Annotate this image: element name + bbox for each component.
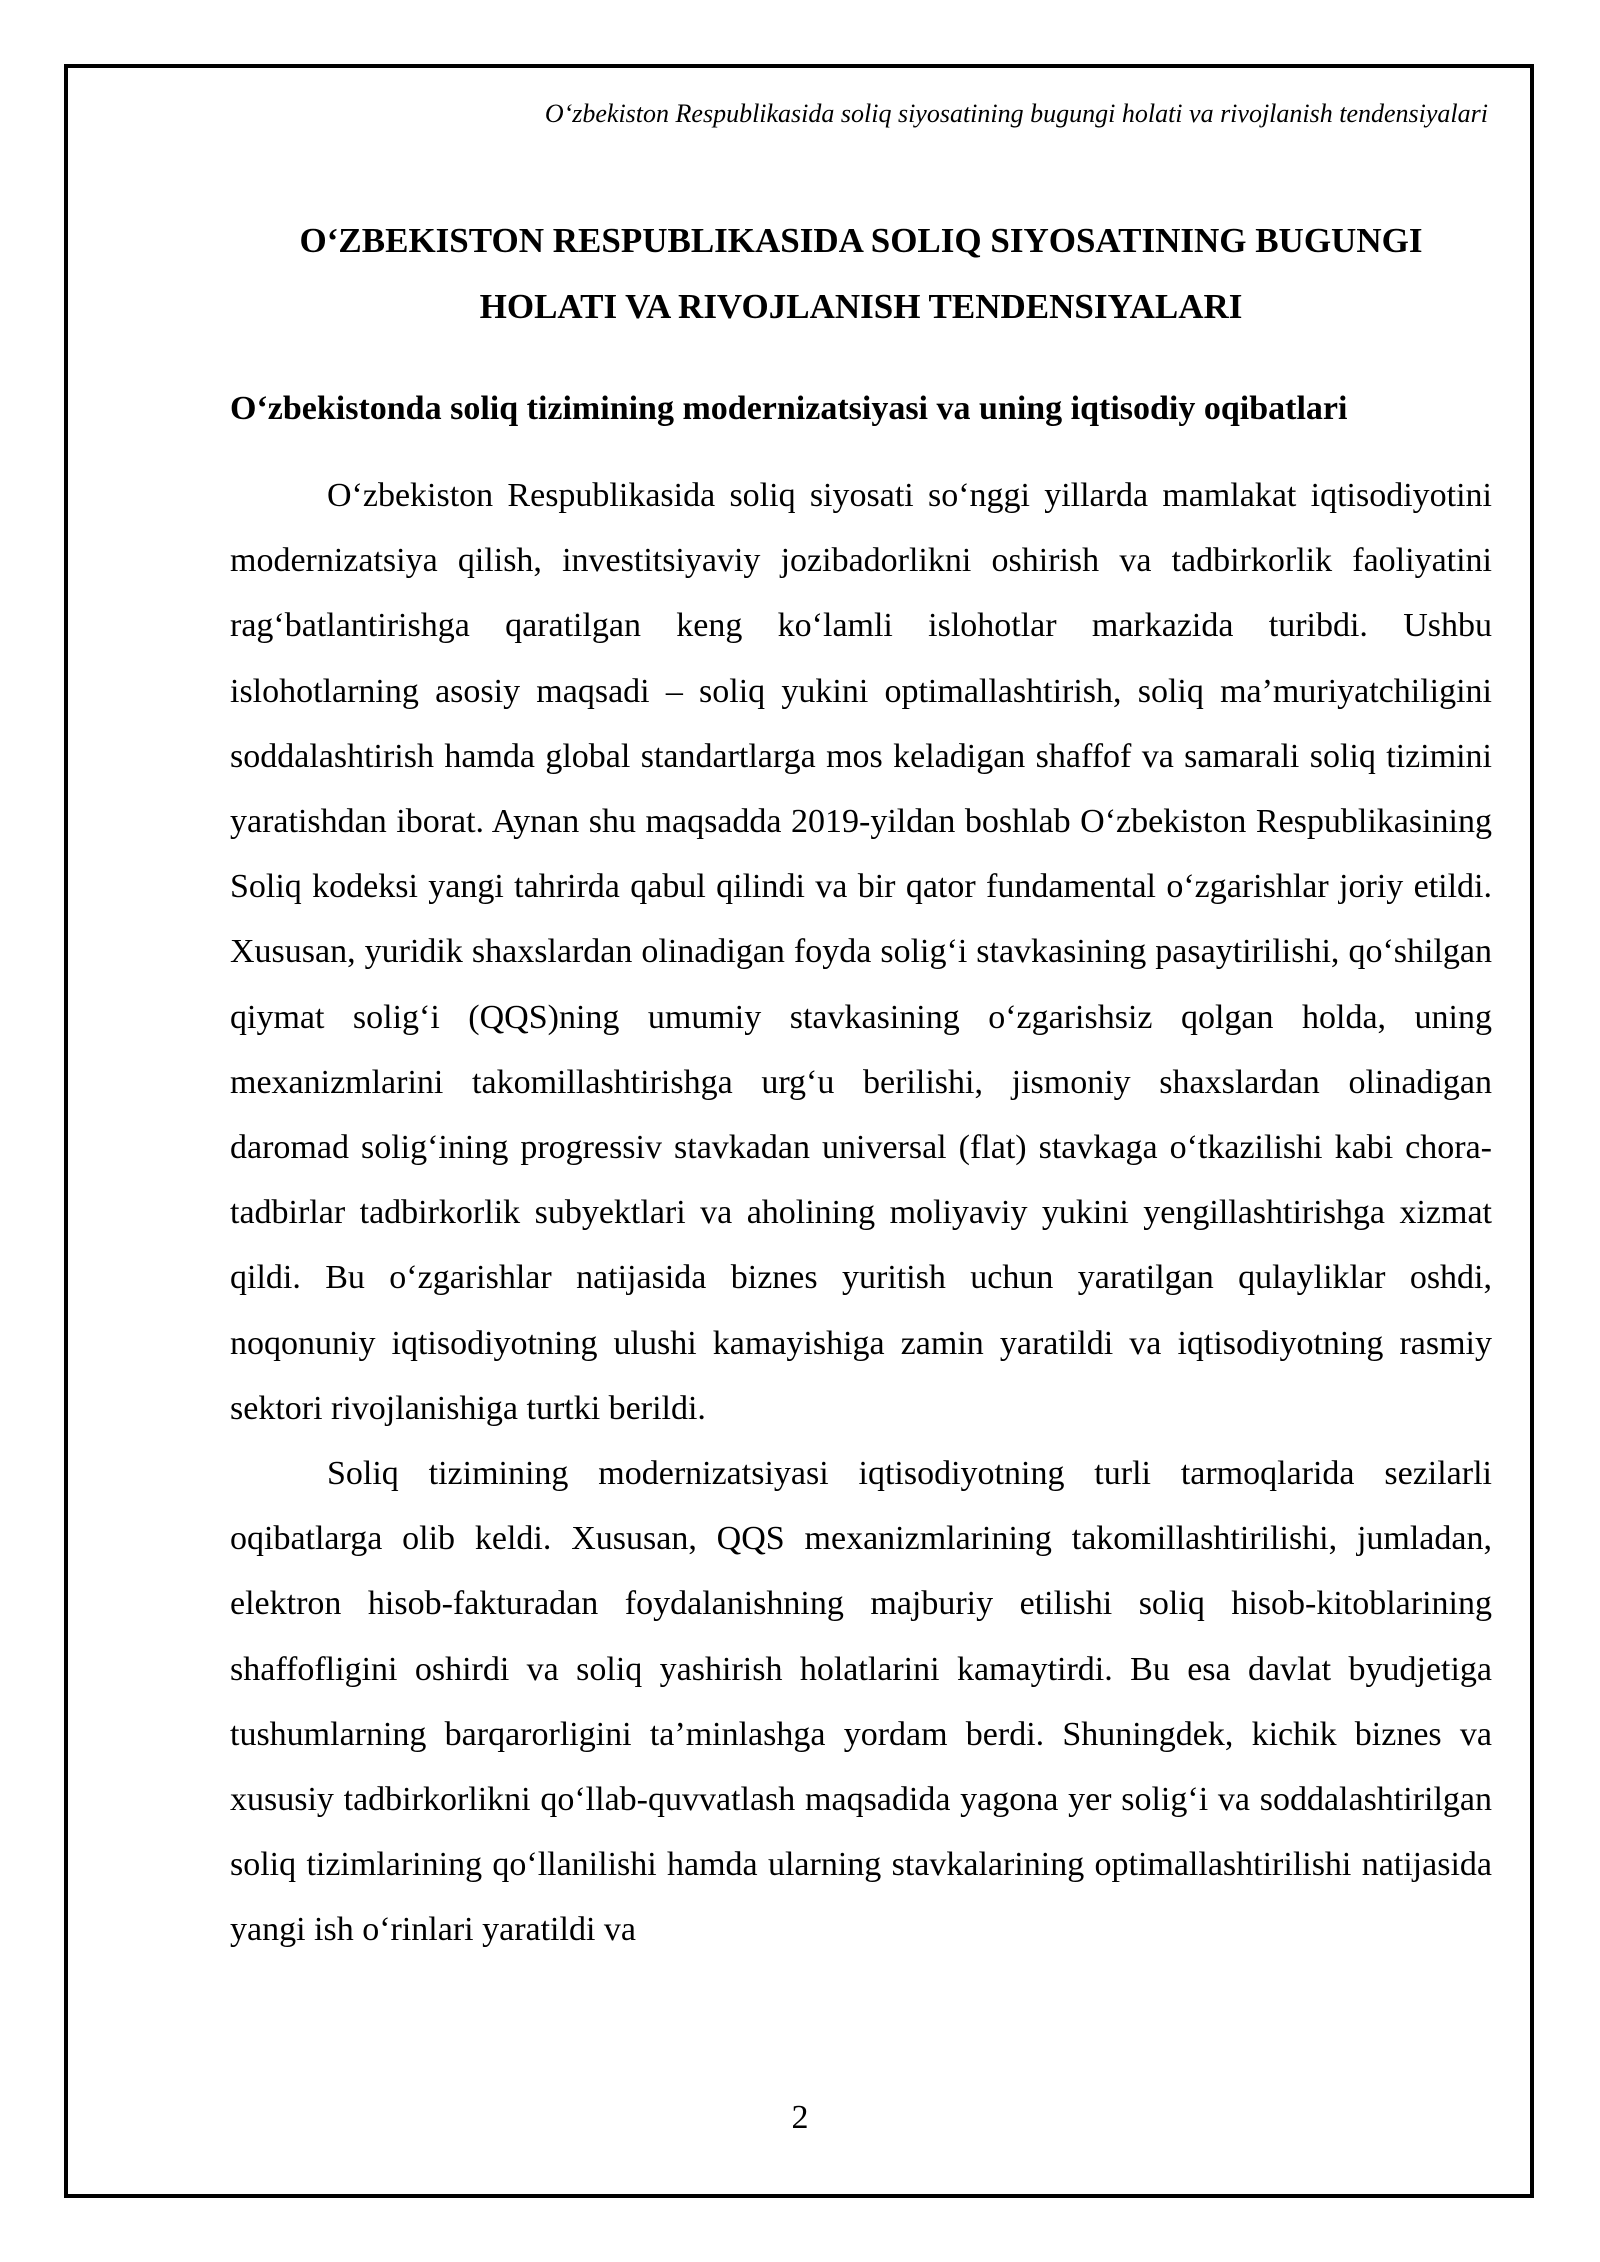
body-text bbox=[230, 463, 1492, 1963]
page-number: 2 bbox=[791, 2099, 809, 2136]
document-title bbox=[230, 208, 1492, 340]
paragraph-1: O‘zbekiston Respublikasida soliq siyosati so‘nggi yillarda mamlakat iqtisodiyotini modernizatsiya qilish, investitsiyaviy jozibadorlikni oshirish va tadbirkorlik faoliyatini rag‘batlantirishga qaratilgan keng ko‘lamli islohotlar markazida turibdi. Ushbu islohotlarning asosiy maqsadi – soliq yukini optimallashtirish, soliq ma’muriyatchiligini soddalashtirish hamda global standartlarga mos keladigan shaffof va samarali soliq tizimini yaratishdan iborat. Aynan shu maqsadda 2019-yildan boshlab O‘zbekiston Respublikasining Soliq kodeksi yangi tahrirda qabul qilindi va bir qator fundamental o‘zgarishlar joriy etildi. Xususan, yuridik shaxslardan olinadigan foyda solig‘i stavkasining pasaytirilishi, qo‘shilgan qiymat solig‘i (QQS)ning umumiy stavkasining o‘zgarishsiz qolgan holda, uning mexanizmlarini takomillashtirishga urg‘u berilishi, jismoniy shaxslardan olinadigan daromad solig‘ining progressiv stavkadan universal (flat) stavkaga o‘tkazilishi kabi chora-tadbirlar tadbirkorlik subyektlari va aholining moliyaviy yukini yengillashtirishga xizmat qildi. Bu o‘zgarishlar natijasida biznes yuritish uchun yaratilgan qulayliklar oshdi, noqonuniy iqtisodiyotning ulushi kamayishiga zamin yaratildi va iqtisodiyotning rasmiy sektori rivojlanishiga turtki berildi. bbox=[230, 477, 1492, 1427]
document-title-line-1: O‘ZBEKISTON RESPUBLIKASIDA SOLIQ SIYOSATINING BUGUNGI bbox=[299, 221, 1423, 260]
section-heading: O‘zbekistonda soliq tizimining modernizatsiyasi va uning iqtisodiy oqibatlari bbox=[230, 390, 1348, 427]
document-title-line-2: HOLATI VA RIVOJLANISH TENDENSIYALARI bbox=[479, 287, 1243, 326]
paragraph-2: Soliq tizimining modernizatsiyasi iqtisodiyotning turli tarmoqlarida sezilarli oqibatlarga olib keldi. Xususan, QQS mexanizmlarining takomillashtirilishi, jumladan, elektron hisob-fakturadan foydalanishning majburiy etilishi soliq hisob-kitoblarining shaffofligini oshirdi va soliq yashirish holatlarini kamaytirdi. Bu esa davlat byudjetiga tushumlarning barqarorligini ta’minlashga yordam berdi. Shuningdek, kichik biznes va xususiy tadbirkorlikni qo‘llab-quvvatlash maqsadida yagona yer solig‘i va soddalashtirilgan soliq tizimlarining qo‘llanilishi hamda ularning stavkalarining optimallashtirilishi natijasida yangi ish o‘rinlari yaratildi va bbox=[230, 1455, 1492, 1949]
running-header: O‘zbekiston Respublikasida soliq siyosatining bugungi holati va rivojlanish tendensiyalari bbox=[544, 99, 1488, 128]
